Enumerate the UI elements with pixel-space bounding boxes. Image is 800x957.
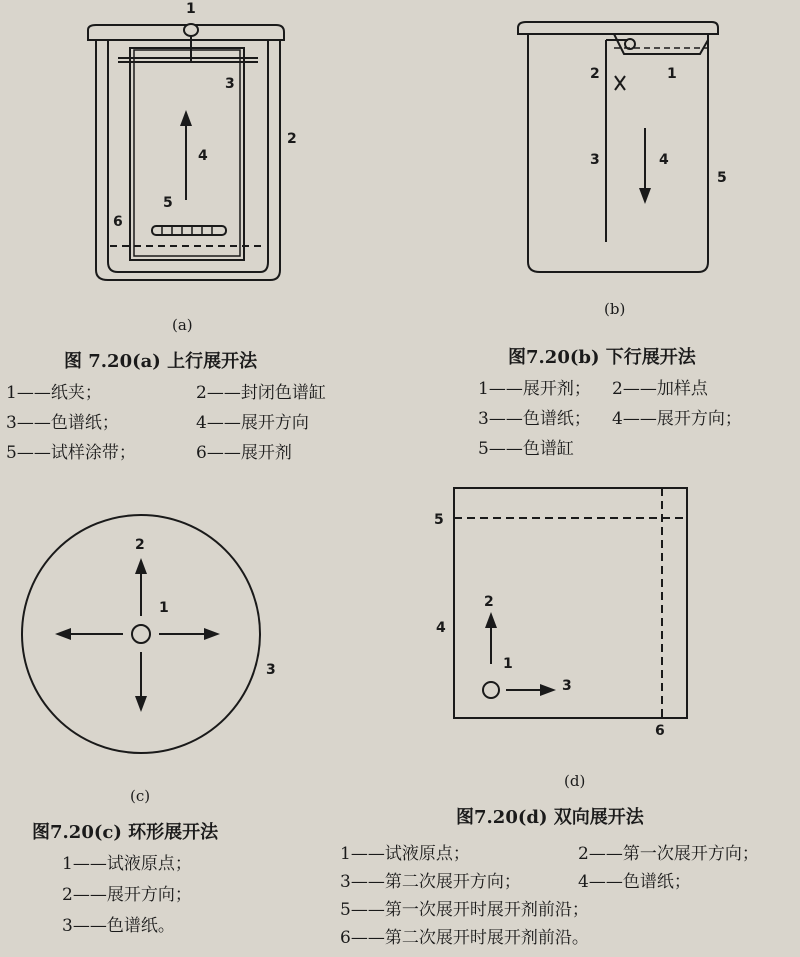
label-1: 1 (667, 66, 677, 82)
label-3: 3 (225, 76, 235, 92)
legend-c-1: 1——试液原点； (62, 854, 192, 874)
sample-point-cross (615, 76, 625, 90)
caption-c: 图7.20(c) 环形展开法 (32, 822, 219, 843)
legend-d-1: 1——试液原点； (340, 844, 470, 864)
origin-point (483, 682, 499, 698)
legend-c-2: 2——展开方向； (62, 885, 192, 905)
legend-d-6: 6——第二次展开时展开剂前沿。 (340, 928, 589, 948)
label-2: 2 (287, 131, 297, 147)
legend-c-3: 3——色谱纸。 (62, 916, 175, 936)
figure-b-drawing (518, 22, 718, 272)
sublabel-b: (b) (604, 300, 626, 318)
legend-a-2: 2——封闭色谱缸 (196, 383, 326, 403)
label-1: 1 (503, 656, 513, 672)
label-2: 2 (135, 537, 145, 553)
caption-b: 图7.20(b) 下行展开法 (508, 347, 696, 368)
legend-b-5: 5——色谱缸 (478, 439, 574, 459)
legend-a-3: 3——色谱纸； (6, 413, 119, 433)
caption-a: 图 7.20(a) 上行展开法 (64, 351, 258, 372)
legend-a-1: 1——纸夹； (6, 383, 102, 403)
label-4: 4 (436, 620, 446, 636)
tank-body (528, 34, 708, 272)
label-5: 5 (717, 170, 727, 186)
label-4: 4 (198, 148, 208, 164)
figure-a-drawing (88, 24, 284, 280)
paper-clip (184, 24, 198, 36)
label-1: 1 (159, 600, 169, 616)
sublabel-c: (c) (130, 787, 151, 805)
legend-d-4: 4——色谱纸； (578, 872, 691, 892)
legend-b-3: 3——色谱纸； (478, 409, 591, 429)
label-6: 6 (113, 214, 123, 230)
legend-b-2: 2——加样点 (612, 379, 708, 399)
tank-outer (96, 40, 280, 280)
legend-d-5: 5——第一次展开时展开剂前沿； (340, 900, 589, 920)
legend-b-4: 4——展开方向； (612, 409, 742, 429)
legend-a-6: 6——展开剂 (196, 443, 292, 463)
label-5: 5 (163, 195, 173, 211)
label-1: 1 (186, 1, 196, 17)
label-5: 5 (434, 512, 444, 528)
origin-point (132, 625, 150, 643)
legend-a-5: 5——试样涂带； (6, 443, 136, 463)
legend-d-3: 3——第二次展开方向； (340, 872, 521, 892)
sublabel-d: (d) (564, 772, 586, 790)
legend-d-2: 2——第一次展开方向； (578, 844, 759, 864)
label-3: 3 (590, 152, 600, 168)
label-2: 2 (590, 66, 600, 82)
label-2: 2 (484, 594, 494, 610)
label-3: 3 (266, 662, 276, 678)
label-4: 4 (659, 152, 669, 168)
sample-band (152, 226, 226, 235)
legend-a-4: 4——展开方向 (196, 413, 309, 433)
solvent-trough (614, 34, 708, 54)
caption-d: 图7.20(d) 双向展开法 (456, 807, 644, 828)
sublabel-a: (a) (172, 316, 193, 334)
legend-b-1: 1——展开剂； (478, 379, 591, 399)
label-3: 3 (562, 678, 572, 694)
label-6: 6 (655, 723, 665, 739)
tank-lid (518, 22, 718, 34)
